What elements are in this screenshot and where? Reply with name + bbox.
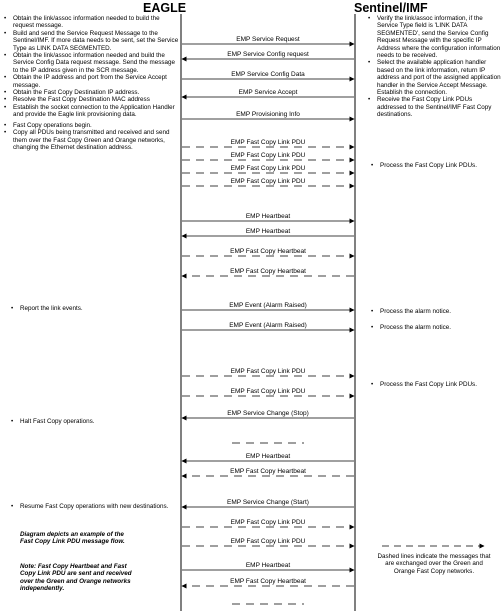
right-event-note: • Process the Fast Copy Link PDUs.	[380, 162, 502, 169]
eagle-note: • Obtain the IP address and port from the Service Accept message.	[4, 74, 180, 89]
message-label: EMP Heartbeat	[245, 562, 291, 569]
message-4	[182, 111, 354, 119]
message-label: EMP Heartbeat	[245, 228, 291, 235]
message-label: EMP Fast Copy Heartbeat	[230, 268, 306, 275]
message-label: EMP Service Change (Stop)	[227, 410, 309, 417]
eagle-note: • Copy all PDUs being transmitted and received and send them over the Fast Copy Green and Orange networks, changing the Ethernet destination address.	[4, 129, 180, 151]
eagle-note: • Build and send the Service Request Message to the Sentinel/IMF. If more data needs to be sent, set the Service Type as LINK DATA SEGMENTED.	[4, 30, 180, 52]
message-label: EMP Event (Alarm Raised)	[229, 322, 307, 329]
message-21	[182, 499, 354, 507]
message-12	[182, 268, 354, 276]
eagle-note: • Resolve the Fast Copy Destination MAC address	[4, 96, 180, 103]
message-20	[182, 468, 354, 476]
sentinel-note: • Verify the link/assoc information, if the Service Type field is 'LINK DATA SEGMENTED', send the Service Config Request Message with the specific IP Address where the configuration information needs to be received.	[368, 15, 502, 59]
message-label: EMP Service Request	[236, 36, 300, 43]
sentinel-note: • Receive the Fast Copy Link PDUs addressed to the Sentinel/IMF Fast Copy destinations.	[368, 96, 502, 118]
message-label: EMP Fast Copy Link PDU	[230, 178, 306, 185]
message-10	[182, 228, 354, 236]
message-label: EMP Fast Copy Link PDU	[230, 538, 306, 545]
message-label: EMP Fast Copy Link PDU	[230, 519, 306, 526]
message-3	[182, 89, 354, 97]
message-label: EMP Service Change (Start)	[227, 499, 309, 506]
message-2	[182, 71, 354, 79]
message-22	[182, 519, 354, 527]
eagle-note: • Fast Copy operations begin.	[4, 122, 180, 129]
message-11	[182, 248, 354, 256]
message-label: EMP Fast Copy Heartbeat	[230, 248, 306, 255]
eagle-note: • Obtain the Fast Copy Destination IP address.	[4, 89, 180, 96]
message-19	[182, 453, 354, 461]
message-label: EMP Service Config request	[227, 51, 309, 58]
message-label: EMP Heartbeat	[245, 213, 291, 220]
message-16	[182, 388, 354, 396]
right-event-note: • Process the Fast Copy Link PDUs.	[380, 381, 502, 388]
sentinel-header: Sentinel/IMF	[354, 1, 428, 15]
message-9	[182, 213, 354, 221]
right-event-note: • Process the alarm notice.	[380, 308, 502, 315]
message-label: EMP Fast Copy Heartbeat	[230, 468, 306, 475]
message-7	[182, 165, 354, 173]
message-1	[182, 51, 354, 59]
eagle-note: • Obtain the link/assoc information needed and build the Service Config Data request message. Send the message to the IP address given in the SCR message.	[4, 52, 180, 74]
diagram-footnote: Note: Fast Copy Heartbeat and Fast Copy Link PDU are sent and received over the Green and Orange networks independently.	[20, 563, 132, 593]
message-14	[182, 322, 354, 330]
message-label: EMP Fast Copy Link PDU	[230, 368, 306, 375]
legend-text: Dashed lines indicate the messages that are exchanged over the Green and Orange Fast Copy networks.	[377, 553, 491, 575]
message-24	[182, 562, 354, 570]
message-0	[182, 36, 354, 44]
message-label: EMP Fast Copy Link PDU	[230, 152, 306, 159]
message-23	[182, 538, 354, 546]
message-25	[182, 578, 354, 586]
right-event-note: • Process the alarm notice.	[380, 324, 502, 331]
left-event-note: • Halt Fast Copy operations.	[20, 418, 170, 425]
message-label: EMP Service Accept	[238, 89, 298, 96]
message-label: EMP Event (Alarm Raised)	[229, 302, 307, 309]
eagle-note: • Establish the socket connection to the Application Handler and provide the Eagle link provisioning data.	[4, 104, 180, 119]
message-15	[182, 368, 354, 376]
message-label: EMP Fast Copy Link PDU	[230, 388, 306, 395]
left-event-note: • Resume Fast Copy operations with new destinations.	[20, 503, 170, 510]
message-label: EMP Service Config Data	[231, 71, 305, 78]
sentinel-note: • Select the available application handler based on the link information, return IP address and port of the assigned application handler in the Service Accept Message. Establish the connection.	[368, 59, 502, 96]
message-label: EMP Provisioning Info	[236, 111, 300, 118]
message-6	[182, 152, 354, 160]
diagram-description: Diagram depicts an example of the Fast Copy Link PDU message flow.	[20, 531, 125, 546]
eagle-header: EAGLE	[143, 1, 187, 15]
message-label: EMP Heartbeat	[245, 453, 291, 460]
message-label: EMP Fast Copy Link PDU	[230, 139, 306, 146]
eagle-note: • Obtain the link/assoc information needed to build the request message.	[4, 15, 180, 30]
message-13	[182, 302, 354, 310]
left-event-note: • Report the link events.	[20, 305, 170, 312]
message-label: EMP Fast Copy Heartbeat	[230, 578, 306, 585]
message-label: EMP Fast Copy Link PDU	[230, 165, 306, 172]
message-8	[182, 178, 354, 186]
message-5	[182, 139, 354, 147]
message-17	[182, 410, 354, 418]
